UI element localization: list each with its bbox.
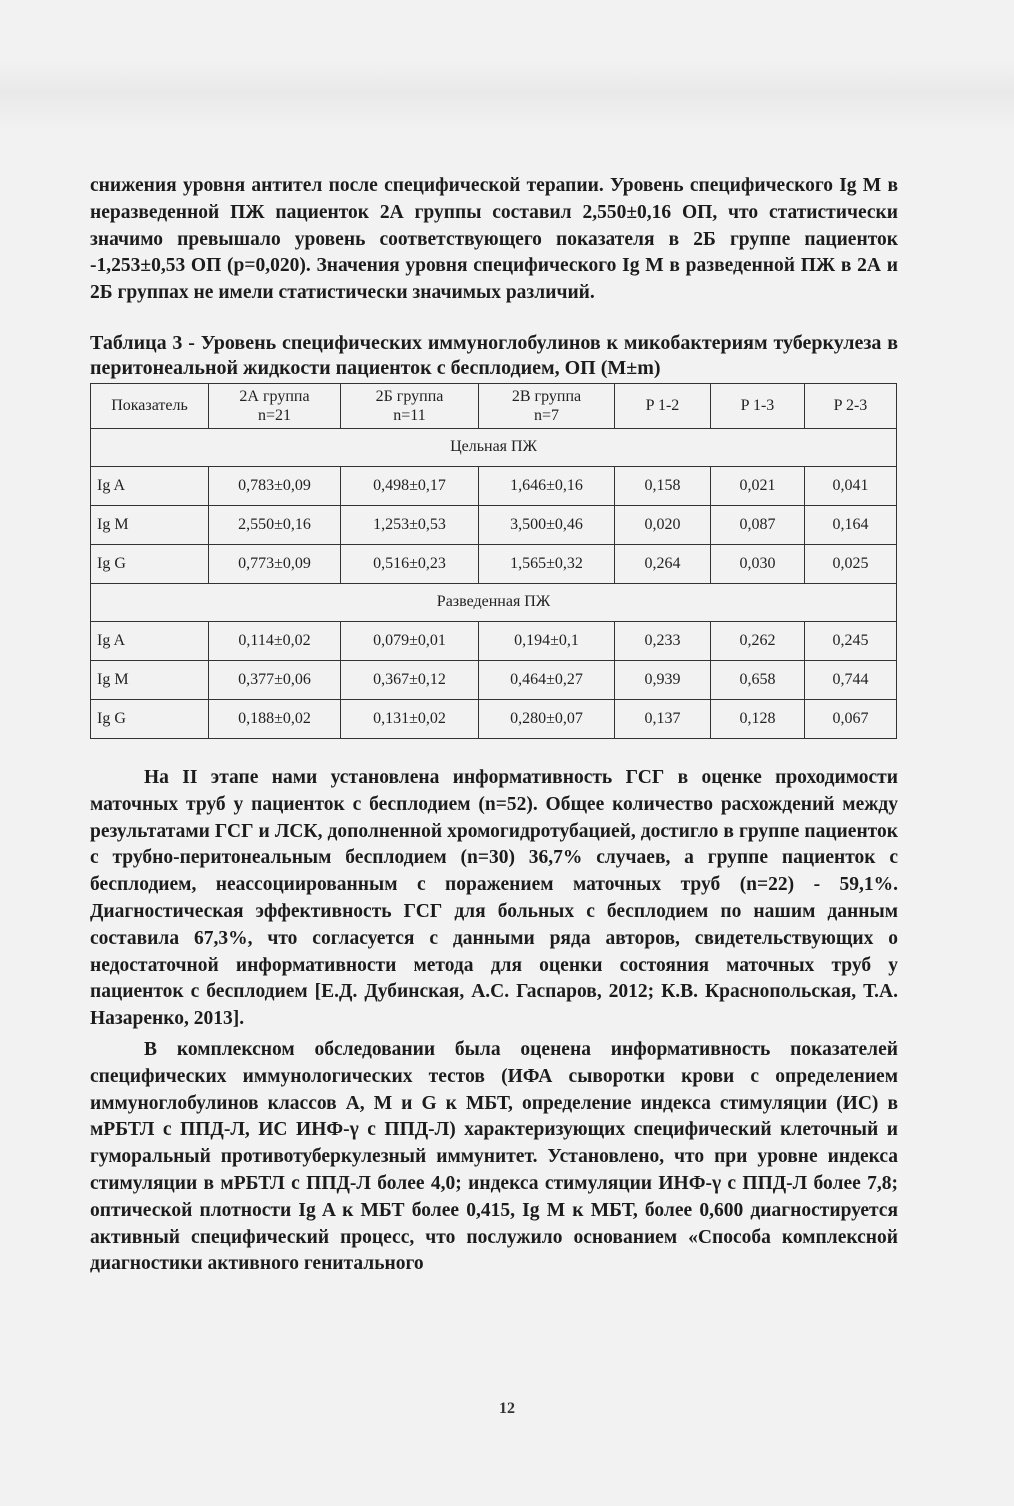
table-cell: 0,030	[711, 544, 805, 583]
table-cell: 0,939	[615, 660, 711, 699]
table-cell: Ig A	[91, 466, 209, 505]
header-cell: P 1-2	[615, 383, 711, 428]
table-cell: 0,773±0,09	[209, 544, 341, 583]
header-cell: 2Б группа n=11	[341, 383, 479, 428]
table-cell: 0,020	[615, 505, 711, 544]
table-cell: 0,079±0,01	[341, 621, 479, 660]
table-cell: 0,783±0,09	[209, 466, 341, 505]
table-cell: 0,280±0,07	[479, 699, 615, 738]
table-cell: 0,188±0,02	[209, 699, 341, 738]
scan-shadow	[0, 60, 1014, 130]
table-row	[91, 466, 897, 505]
table-cell: 0,464±0,27	[479, 660, 615, 699]
table-cell: Ig G	[91, 544, 209, 583]
table-cell: 0,245	[805, 621, 897, 660]
results-table	[90, 383, 897, 739]
table-cell: 0,377±0,06	[209, 660, 341, 699]
table-caption: Таблица 3 - Уровень специфических иммуноглобулинов к микобактериям туберкулеза в перитонеальной жидкости пациенток с бесплодием, ОП (M±m)	[90, 331, 898, 379]
table-cell: 0,367±0,12	[341, 660, 479, 699]
table-cell: 0,131±0,02	[341, 699, 479, 738]
header-cell: P 1-3	[711, 383, 805, 428]
section-title: Разведенная ПЖ	[91, 583, 897, 621]
table-cell: 0,025	[805, 544, 897, 583]
table-cell: 0,164	[805, 505, 897, 544]
table-row	[91, 621, 897, 660]
table-cell: 0,128	[711, 699, 805, 738]
header-cell: 2А группа n=21	[209, 383, 341, 428]
table-cell: Ig G	[91, 699, 209, 738]
paragraph-2: На II этапе нами установлена информативность ГСГ в оценке проходимости маточных труб у пациенток с бесплодием (n=52). Общее количество расхождений между результатами ГСГ и ЛСК, дополненной хромогидротубацией, достигло в группе пациенток с трубно-перитонеальным бесплодием (n=30) 36,7% случаев, а группе пациенток с бесплодием, неассоциированным с поражением маточных труб (n=22) - 59,1%. Диагностическая эффективность ГСГ для больных с бесплодием по нашим данным составила 67,3%, что согласуется с данными ряда авторов, свидетельствующих о недостаточной информативности метода для оценки состояния маточных труб у пациенток с бесплодием [Е.Д. Дубинская, А.С. Гаспаров, 2012; К.В. Краснопольская, Т.А. Назаренко, 2013].	[90, 766, 898, 1030]
table-cell: 0,264	[615, 544, 711, 583]
table-row	[91, 699, 897, 738]
intro-paragraph: снижения уровня антител после специфической терапии. Уровень специфического Ig M в неразведенной ПЖ пациенток 2А группы составил 2,550±0,16 ОП, что статистически значимо превышало уровень соответствующего показателя в 2Б группе пациенток -1,253±0,53 ОП (p=0,020). Значения уровня специфического Ig M в разведенной ПЖ в 2А и 2Б группах не имели статистически значимых различий.	[90, 175, 898, 304]
table-cell: 0,194±0,1	[479, 621, 615, 660]
table-cell: 0,041	[805, 466, 897, 505]
table-cell: 0,658	[711, 660, 805, 699]
table-cell: 3,500±0,46	[479, 505, 615, 544]
header-cell: P 2-3	[805, 383, 897, 428]
header-cell: Показатель	[91, 383, 209, 428]
table-row	[91, 660, 897, 699]
table-cell: 0,087	[711, 505, 805, 544]
table-cell: Ig A	[91, 621, 209, 660]
section-row	[91, 428, 897, 466]
document-page	[90, 173, 898, 1278]
table-cell: 0,021	[711, 466, 805, 505]
table-cell: Ig M	[91, 505, 209, 544]
table-cell: 2,550±0,16	[209, 505, 341, 544]
table-cell: 0,158	[615, 466, 711, 505]
section-title: Цельная ПЖ	[91, 428, 897, 466]
table-cell: 0,498±0,17	[341, 466, 479, 505]
header-cell: 2В группа n=7	[479, 383, 615, 428]
table-cell: 1,253±0,53	[341, 505, 479, 544]
table-cell: 0,137	[615, 699, 711, 738]
table-cell: 0,262	[711, 621, 805, 660]
table-cell: 0,516±0,23	[341, 544, 479, 583]
page-number: 12	[499, 1400, 515, 1417]
table-row	[91, 544, 897, 583]
table-cell: 0,114±0,02	[209, 621, 341, 660]
table-row	[91, 505, 897, 544]
table-cell: 0,067	[805, 699, 897, 738]
table-cell: 1,565±0,32	[479, 544, 615, 583]
table-cell: 0,744	[805, 660, 897, 699]
table-cell: 1,646±0,16	[479, 466, 615, 505]
table-cell: Ig M	[91, 660, 209, 699]
section-row	[91, 583, 897, 621]
table-header-row	[91, 383, 897, 428]
table-cell: 0,233	[615, 621, 711, 660]
paragraph-3: В комплексном обследовании была оценена информативность показателей специфических иммунологических тестов (ИФА сыворотки крови с определением иммуноглобулинов классов A, M и G к МБТ, определение индекса стимуляции (ИС) в мРБТЛ с ППД-Л, ИС ИНФ-γ с ППД-Л) характеризующих специфический клеточный и гуморальный противотуберкулезный иммунитет. Установлено, что при уровне индекса стимуляции в мРБТЛ с ППД-Л более 4,0; индекса стимуляции ИНФ-γ с ППД-Л более 7,8; оптической плотности Ig A к МБТ более 0,415, Ig M к МБТ, более 0,600 диагностируется активный специфический процесс, что послужило основанием «Способа комплексной диагностики активного генитального	[90, 1038, 898, 1275]
